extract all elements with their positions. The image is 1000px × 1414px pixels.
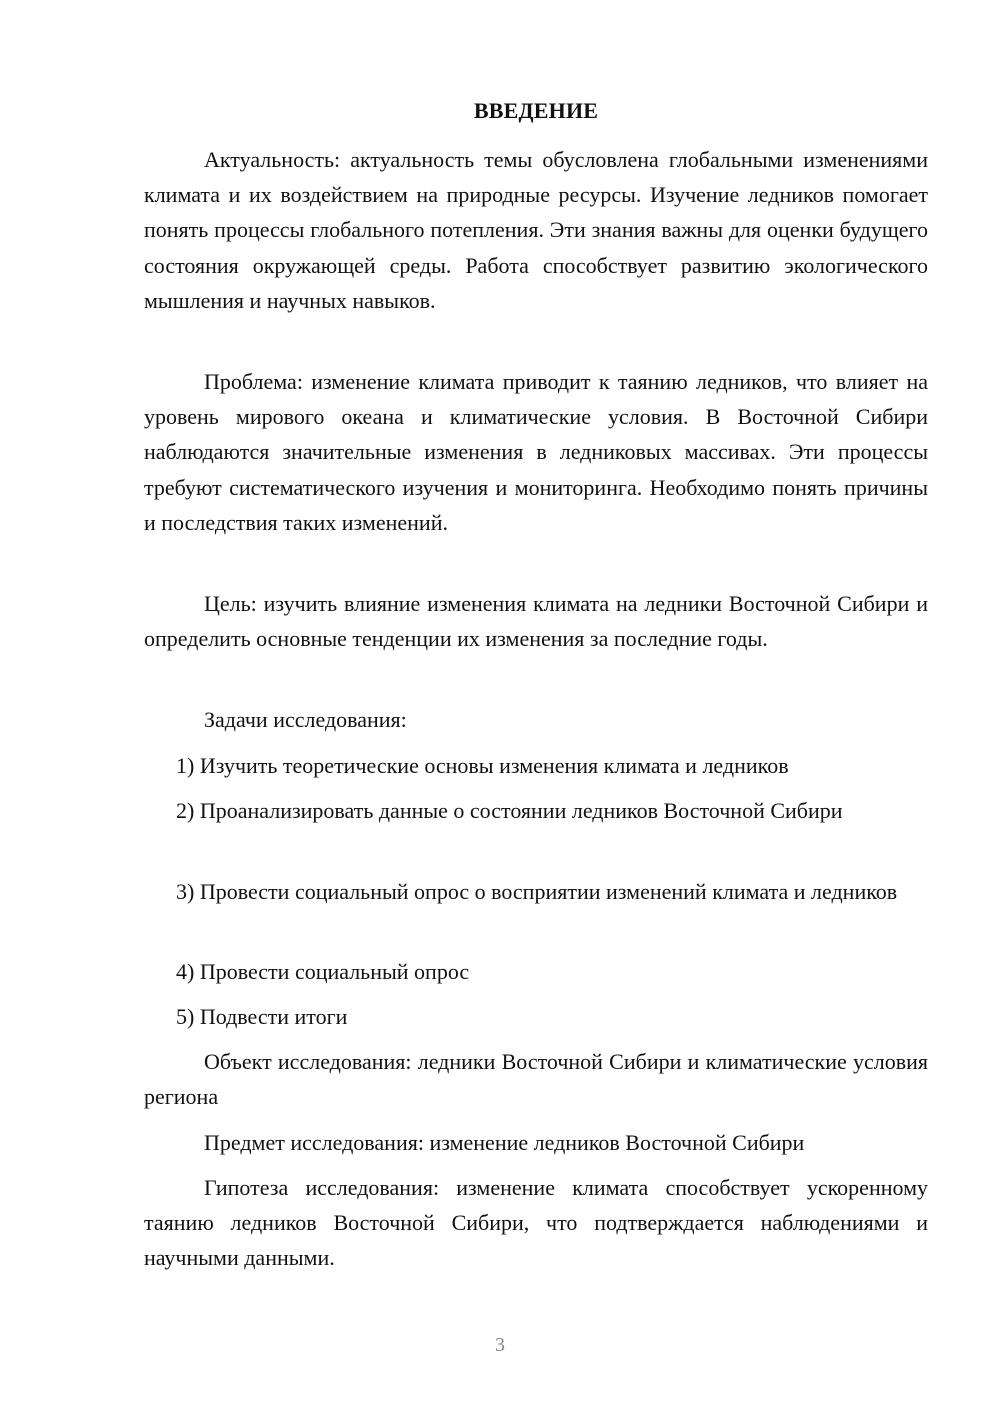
task-item-3: 3) Провести социальный опрос о восприятии изменений климата и ледников — [176, 879, 898, 904]
task-item-2: 2) Проанализировать данные о состоянии ледников Восточной Сибири — [176, 798, 843, 823]
tasks-heading: Задачи исследования: — [204, 707, 407, 732]
page-number: 3 — [495, 1334, 505, 1356]
relevance-paragraph: Актуальность: актуальность темы обусловлена глобальными изменениями климата и их воздействием на природные ресурсы. Изучение ледников помогает понять процессы глобального потепления. Эти знания важны для оценки будущего состояния окружающей среды. Работа способствует развитию экологического мышления и научных навыков. — [144, 147, 928, 313]
page-title: ВВЕДЕНИЕ — [473, 98, 599, 123]
problem-paragraph: Проблема: изменение климата приводит к таянию ледников, что влияет на уровень мирового океана и климатические условия. В Восточной Сибири наблюдаются значительные изменения в ледниковых массивах. Эти процессы требуют систематического изучения и мониторинга. Необходимо понять причины и последствия таких изменений. — [144, 369, 928, 535]
task-item-1: 1) Изучить теоретические основы изменения климата и ледников — [176, 753, 789, 778]
task-item-5: 5) Подвести итоги — [176, 1004, 348, 1029]
hypothesis-paragraph: Гипотеза исследования: изменение климата способствует ускоренному таянию ледников Восточной Сибири, что подтверждается наблюдениями и научными данными. — [144, 1175, 928, 1271]
task-item-4: 4) Провести социальный опрос — [176, 959, 470, 984]
goal-paragraph: Цель: изучить влияние изменения климата на ледники Восточной Сибири и определить основные тенденции их изменения за последние годы. — [144, 591, 928, 652]
research-object-paragraph: Объект исследования: ледники Восточной Сибири и климатические условия региона — [144, 1049, 928, 1110]
research-subject-paragraph: Предмет исследования: изменение ледников Восточной Сибири — [204, 1130, 805, 1155]
